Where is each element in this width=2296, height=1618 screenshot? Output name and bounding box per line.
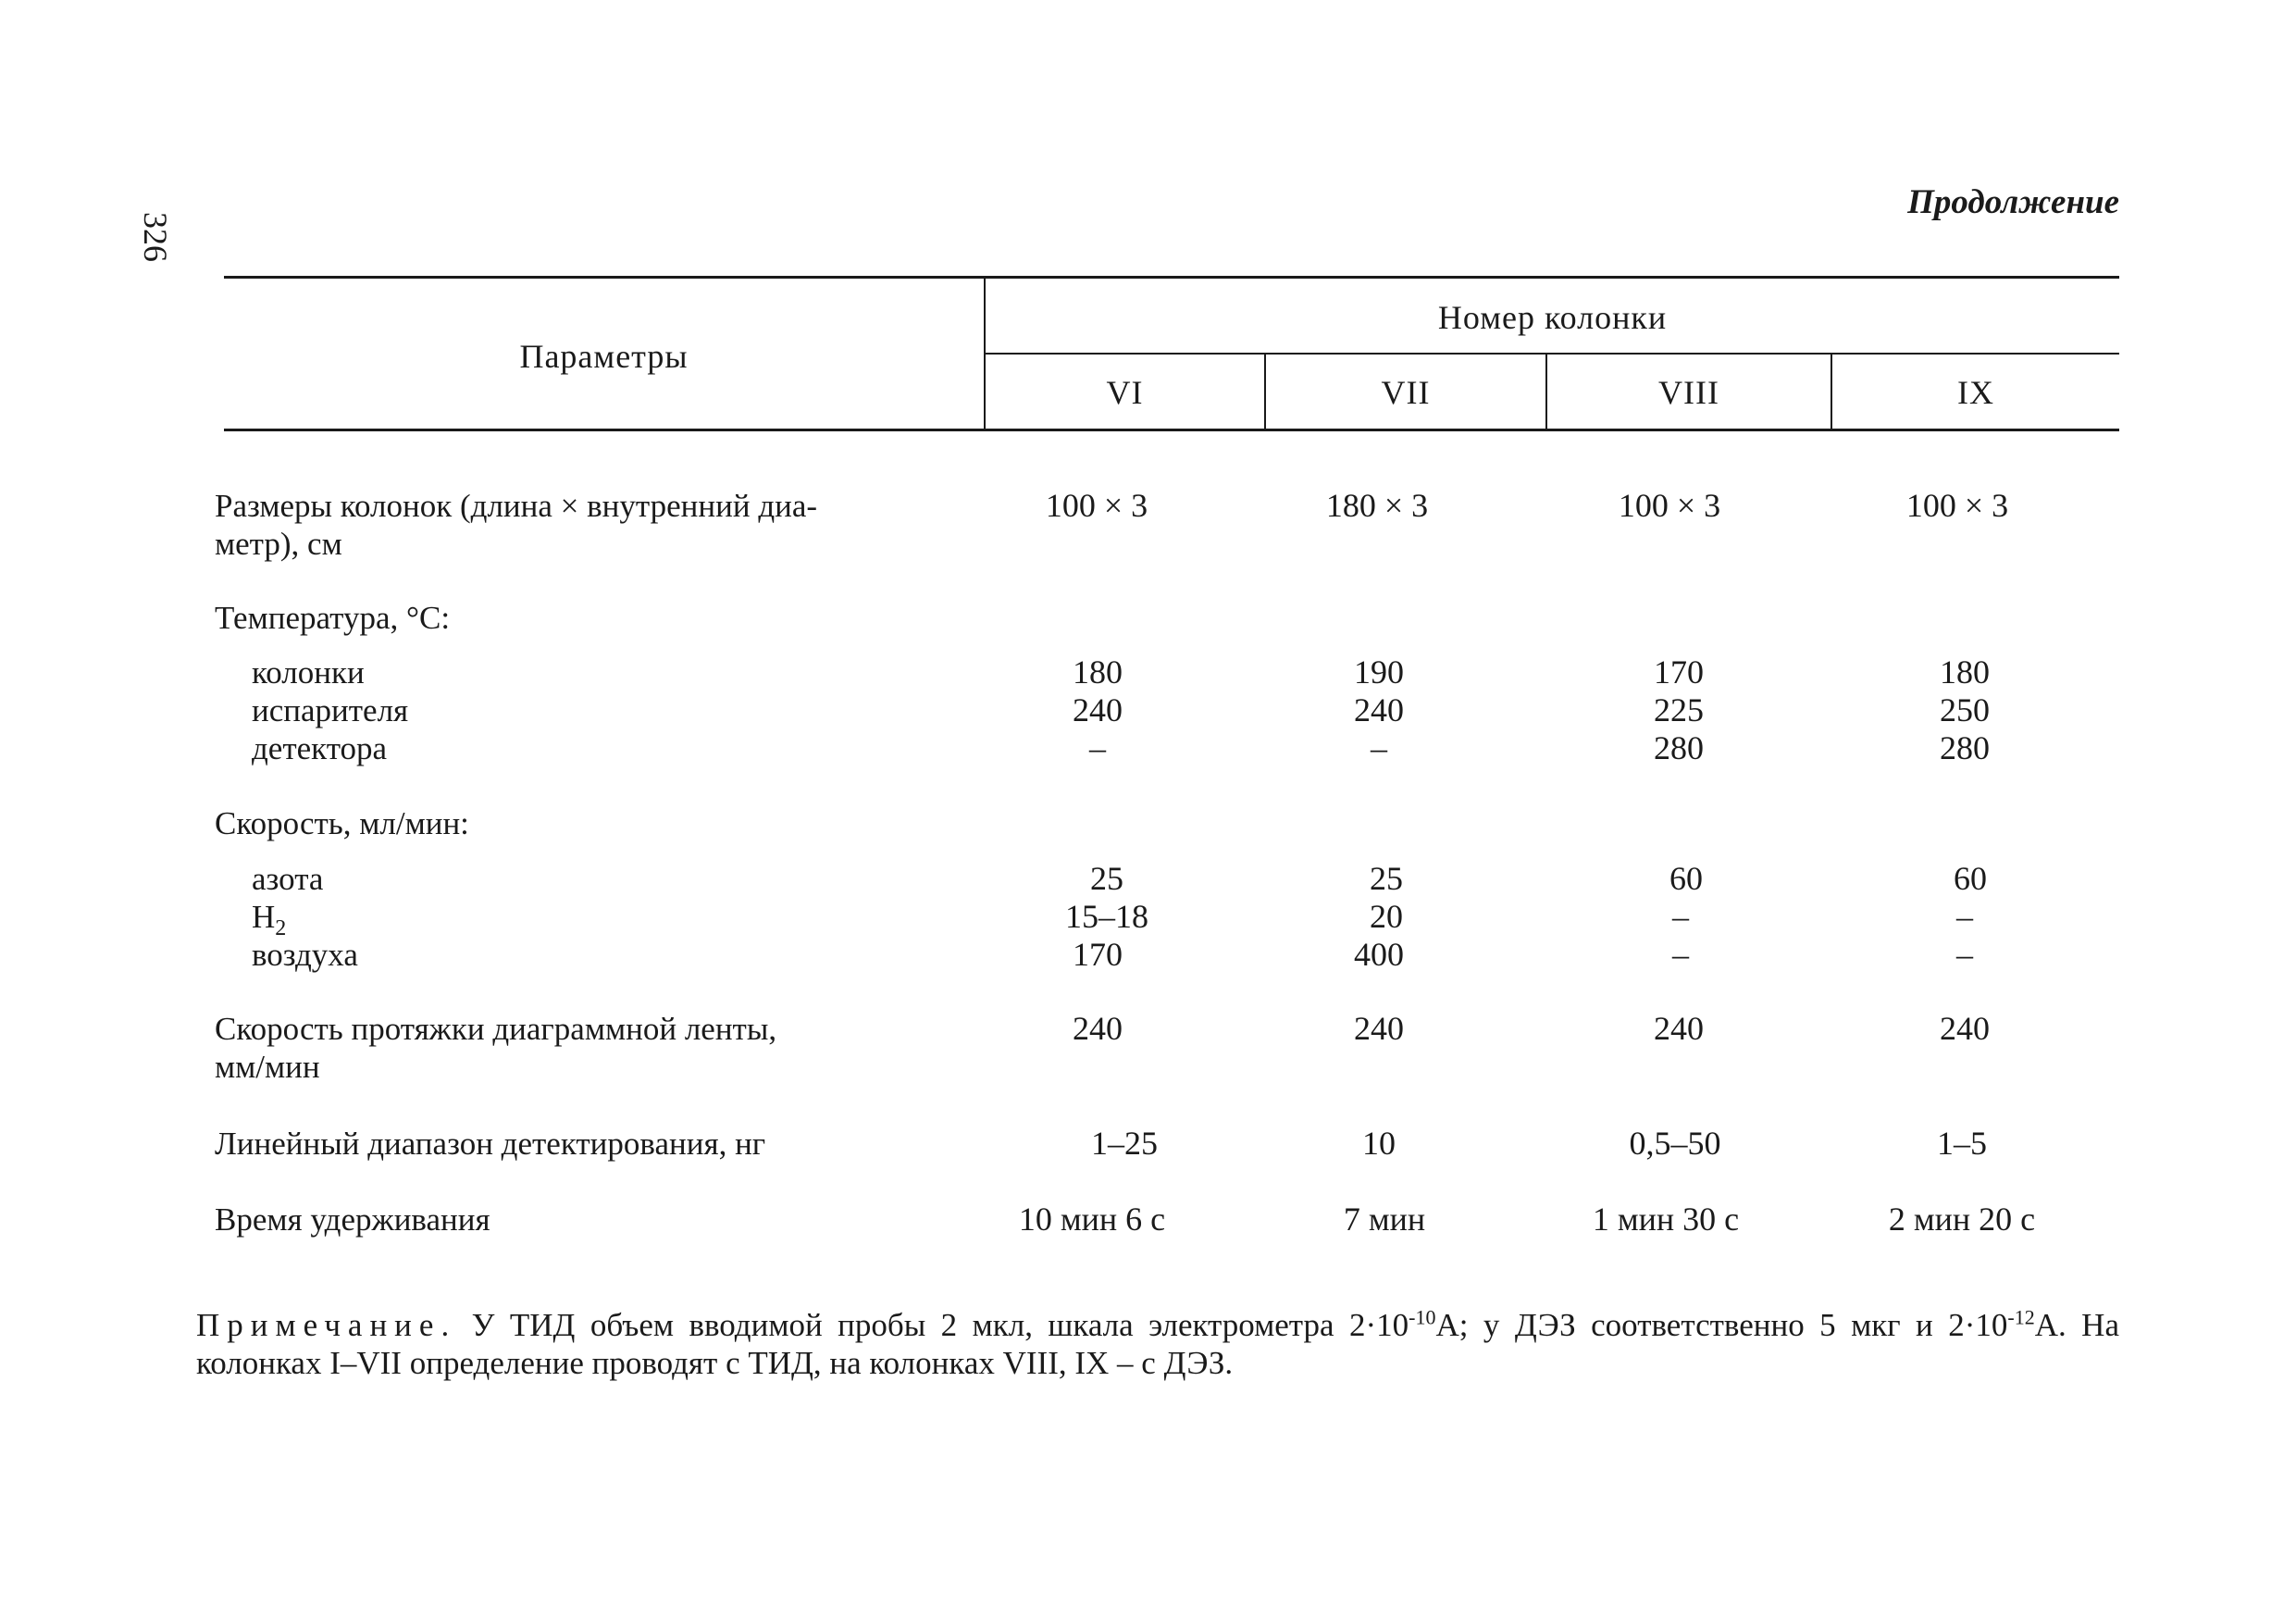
note-exponent-2: -12 xyxy=(2007,1305,2035,1329)
cell-temp-evaporator-ix: 250 xyxy=(1940,691,1990,728)
header-inner-rule xyxy=(984,353,2119,355)
cell-temp-column-viii: 170 xyxy=(1654,653,1704,691)
cell-nitrogen-vi: 25 xyxy=(1090,860,1123,897)
cell-temp-evaporator-vi: 240 xyxy=(1073,691,1123,728)
row-label-tape-speed-line2: мм/мин xyxy=(215,1049,320,1085)
note-text-2: А; у ДЭЗ соответственно 5 мкг и 2·10 xyxy=(1435,1307,2008,1343)
cell-temp-evaporator-vii: 240 xyxy=(1354,691,1404,728)
cell-hydrogen-ix: – xyxy=(1956,898,1973,935)
cell-temp-column-vi: 180 xyxy=(1073,653,1123,691)
cell-size-vii: 180 × 3 xyxy=(1325,487,1429,524)
cell-linear-range-viii: 0,5–50 xyxy=(1629,1125,1721,1162)
row-label-hydrogen xyxy=(252,898,1011,940)
cell-linear-range-vii: 10 xyxy=(1362,1125,1396,1162)
page-number: 326 xyxy=(137,212,174,262)
cell-nitrogen-ix: 60 xyxy=(1954,860,1987,897)
row-label-temp-detector: детектора xyxy=(252,730,388,766)
cell-tape-speed-viii: 240 xyxy=(1654,1010,1704,1047)
cell-nitrogen-vii: 25 xyxy=(1370,860,1403,897)
row-label-size-line2: метр), см xyxy=(215,526,342,562)
note-text-1: У ТИД объем вводимой пробы 2 мкл, шкала электрометра 2·10 xyxy=(456,1307,1409,1343)
cell-retention-vi: 10 мин 6 с xyxy=(1018,1201,1166,1238)
cell-size-ix: 100 × 3 xyxy=(1905,487,2009,524)
cell-temp-column-ix: 180 xyxy=(1940,653,1990,691)
cell-temp-detector-vii: – xyxy=(1371,729,1387,766)
row-label-air: воздуха xyxy=(252,937,358,973)
cell-air-ix: – xyxy=(1956,936,1973,973)
cell-air-vii: 400 xyxy=(1354,936,1404,973)
cell-linear-range-ix: 1–5 xyxy=(1937,1125,1987,1162)
group-label-temperature: Температура, °С: xyxy=(215,600,451,636)
cell-temp-evaporator-viii: 225 xyxy=(1654,691,1704,728)
cell-retention-ix: 2 мин 20 с xyxy=(1888,1201,2036,1238)
column-header-vii: VII xyxy=(1381,374,1431,411)
cell-retention-vii: 7 мин xyxy=(1343,1201,1426,1238)
cell-temp-detector-ix: 280 xyxy=(1940,729,1990,766)
hydrogen-subscript: 2 xyxy=(275,916,287,940)
continuation-label: Продолжение xyxy=(1907,183,2119,221)
cell-linear-range-vi: 1–25 xyxy=(1091,1125,1158,1162)
note-text-3: А. На колонках I–VII определение проводят с ТИД, на колонках VIII, IX – с ДЭЗ. xyxy=(196,1307,2119,1381)
cell-temp-column-vii: 190 xyxy=(1354,653,1404,691)
cell-air-viii: – xyxy=(1672,936,1689,973)
cell-hydrogen-viii: – xyxy=(1672,898,1689,935)
cell-hydrogen-vii: 20 xyxy=(1370,898,1403,935)
column-header-vi: VI xyxy=(1106,374,1144,411)
note-lead: Примечание. xyxy=(196,1307,457,1343)
table-top-rule xyxy=(224,276,2119,279)
cell-hydrogen-vi: 15–18 xyxy=(1065,898,1148,935)
row-label-linear-range: Линейный диапазон детектирования, нг xyxy=(215,1126,766,1162)
cell-temp-detector-viii: 280 xyxy=(1654,729,1704,766)
row-label-temp-column: колонки xyxy=(252,654,365,691)
params-header: Параметры xyxy=(519,338,689,375)
cell-temp-detector-vi: – xyxy=(1089,729,1106,766)
cell-tape-speed-vi: 240 xyxy=(1073,1010,1123,1047)
cell-tape-speed-vii: 240 xyxy=(1354,1010,1404,1047)
table-note xyxy=(196,1306,2119,1382)
row-label-tape-speed-line1: Скорость протяжки диаграммной ленты, xyxy=(215,1011,777,1047)
group-label-flow-rate: Скорость, мл/мин: xyxy=(215,805,469,841)
column-header-viii: VIII xyxy=(1658,374,1719,411)
cell-size-viii: 100 × 3 xyxy=(1618,487,1721,524)
column-header-ix: IX xyxy=(1957,374,1994,411)
hydrogen-symbol: H xyxy=(252,899,276,935)
row-label-temp-evaporator: испарителя xyxy=(252,692,409,728)
row-label-retention-time: Время удерживания xyxy=(215,1201,490,1238)
cell-tape-speed-ix: 240 xyxy=(1940,1010,1990,1047)
row-label-nitrogen: азота xyxy=(252,861,324,897)
column-number-header: Номер колонки xyxy=(1437,299,1668,336)
cell-nitrogen-viii: 60 xyxy=(1669,860,1703,897)
cell-retention-viii: 1 мин 30 с xyxy=(1592,1201,1740,1238)
note-exponent-1: -10 xyxy=(1409,1305,1436,1329)
cell-size-vi: 100 × 3 xyxy=(1045,487,1148,524)
cell-air-vi: 170 xyxy=(1073,936,1123,973)
header-bottom-rule xyxy=(224,429,2119,431)
row-label-size-line1: Размеры колонок (длина × внутренний диа- xyxy=(215,488,818,524)
